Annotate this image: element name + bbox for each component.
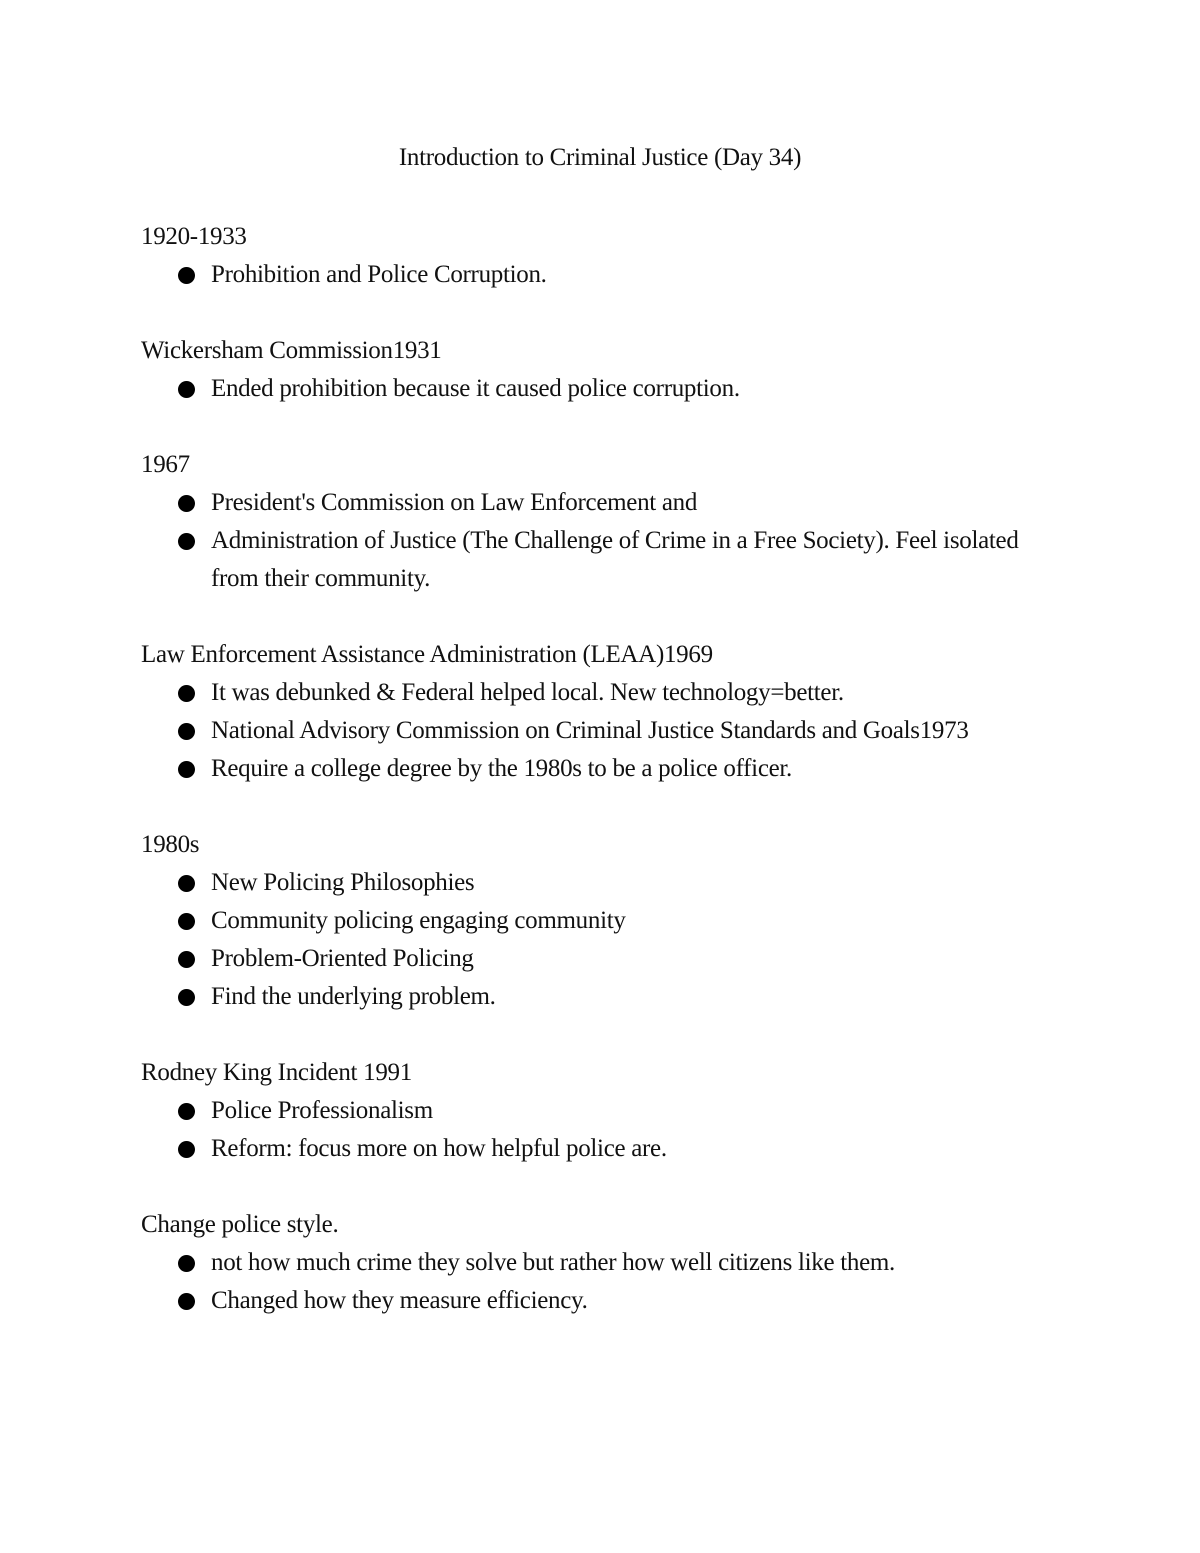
bullet-text: Ended prohibition because it caused police corruption. (211, 375, 740, 402)
section-1967 (141, 446, 1041, 598)
section-heading: Law Enforcement Assistance Administration (LEAA)1969 (141, 641, 713, 668)
bullet-item (141, 712, 1041, 750)
bullet-item (141, 940, 1041, 978)
bullet-icon (178, 381, 195, 398)
section-leaa (141, 636, 1041, 788)
bullet-text: President's Commission on Law Enforcement and (211, 489, 698, 516)
section-heading: 1980s (141, 831, 200, 858)
bullet-text: Prohibition and Police Corruption. (211, 261, 547, 288)
bullet-text: Problem-Oriented Policing (211, 945, 474, 972)
bullet-icon (178, 533, 195, 550)
bullet-text: Reform: focus more on how helpful police are. (211, 1135, 667, 1162)
bullet-text: Find the underlying problem. (211, 983, 496, 1010)
bullet-item (141, 750, 1041, 788)
bullet-item (141, 1244, 1041, 1282)
bullet-text: Community policing engaging community (211, 907, 626, 934)
bullet-list (141, 864, 1041, 1016)
document-body (141, 218, 1041, 1358)
section-heading: 1920-1933 (141, 223, 247, 250)
bullet-item (141, 256, 1041, 294)
bullet-text: Require a college degree by the 1980s to be a police officer. (211, 755, 793, 782)
bullet-text: It was debunked & Federal helped local. New technology=better. (211, 679, 844, 706)
bullet-icon (178, 1255, 195, 1272)
bullet-icon (178, 913, 195, 930)
bullet-icon (178, 1103, 195, 1120)
section-heading: Change police style. (141, 1211, 339, 1238)
bullet-icon (178, 989, 195, 1006)
bullet-item (141, 902, 1041, 940)
bullet-icon (178, 951, 195, 968)
bullet-list (141, 674, 1041, 788)
bullet-item (141, 370, 1041, 408)
bullet-item (141, 674, 1041, 712)
bullet-icon (178, 495, 195, 512)
bullet-item (141, 1282, 1041, 1320)
bullet-list (141, 370, 1041, 408)
bullet-icon (178, 267, 195, 284)
bullet-item (141, 864, 1041, 902)
bullet-item (141, 522, 1041, 598)
section-1980s (141, 826, 1041, 1016)
bullet-icon (178, 1293, 195, 1310)
bullet-icon (178, 685, 195, 702)
document-title: Introduction to Criminal Justice (Day 34) (398, 144, 802, 171)
bullet-list (141, 484, 1041, 598)
section-heading: Rodney King Incident 1991 (141, 1059, 412, 1086)
bullet-text: Administration of Justice (The Challenge of Crime in a Free Society). Feel isolated from their community. (211, 527, 1019, 592)
bullet-text: not how much crime they solve but rather how well citizens like them. (211, 1249, 895, 1276)
bullet-text: Changed how they measure efficiency. (211, 1287, 588, 1314)
bullet-list (141, 256, 1041, 294)
section-heading: Wickersham Commission1931 (141, 337, 442, 364)
bullet-item (141, 978, 1041, 1016)
bullet-icon (178, 875, 195, 892)
bullet-icon (178, 1141, 195, 1158)
bullet-item (141, 1130, 1041, 1168)
section-rodney-king-incident (141, 1054, 1041, 1168)
bullet-list (141, 1092, 1041, 1168)
bullet-list (141, 1244, 1041, 1320)
section-wickersham-commission (141, 332, 1041, 408)
bullet-item (141, 1092, 1041, 1130)
section-heading: 1967 (141, 451, 190, 478)
bullet-text: Police Professionalism (211, 1097, 433, 1124)
section-change-police-style (141, 1206, 1041, 1320)
bullet-icon (178, 723, 195, 740)
section-1920-1933 (141, 218, 1041, 294)
bullet-item (141, 484, 1041, 522)
bullet-text: National Advisory Commission on Criminal Justice Standards and Goals1973 (211, 717, 969, 744)
bullet-text: New Policing Philosophies (211, 869, 475, 896)
bullet-icon (178, 761, 195, 778)
